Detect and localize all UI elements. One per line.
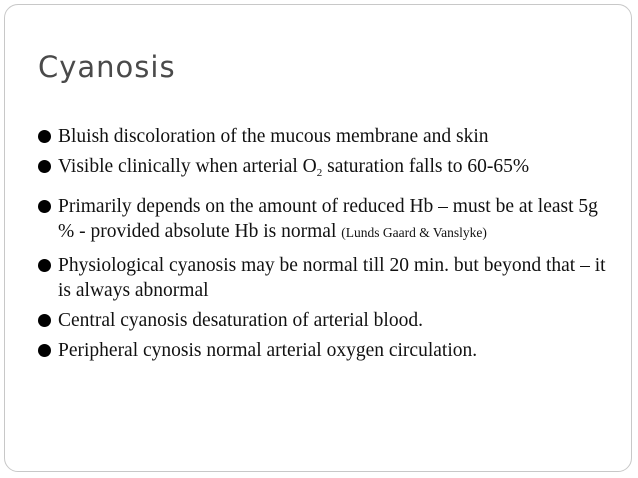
bullet-text: Physiological cyanosis may be normal till 20 min. but beyond that – it is always abnormal [58,255,606,301]
bullet-item [38,194,618,245]
bullet-dot-icon [38,314,51,327]
bullet-item [38,124,618,149]
bullet-text: Primarily depends on the amount of reduced Hb – must be at least 5g % - provided absolute Hb is normal [58,196,598,242]
bullet-dot-icon [38,160,51,173]
bullet-item [38,154,618,186]
citation: (Lunds Gaard & Vanslyke) [341,225,487,240]
bullet-dot-icon [38,200,51,213]
bullet-item [38,338,618,363]
bullet-dot-icon [38,259,51,272]
bullet-text: Visible clinically when arterial O [58,156,317,177]
bullet-item [38,308,618,333]
slide-title: Cyanosis [38,50,176,84]
bullet-dot-icon [38,344,51,357]
bullet-text-continued: saturation falls to 60-65% [322,156,530,177]
bullet-text: Peripheral cynosis normal arterial oxygen circulation. [58,340,478,361]
bullet-text: Central cyanosis desaturation of arterial blood. [58,310,423,331]
bullet-dot-icon [38,130,51,143]
bullet-item [38,253,618,303]
bullet-text: Bluish discoloration of the mucous membrane and skin [58,126,489,147]
bullet-list [38,124,618,368]
oxygen-subscript: 2 [316,167,323,179]
